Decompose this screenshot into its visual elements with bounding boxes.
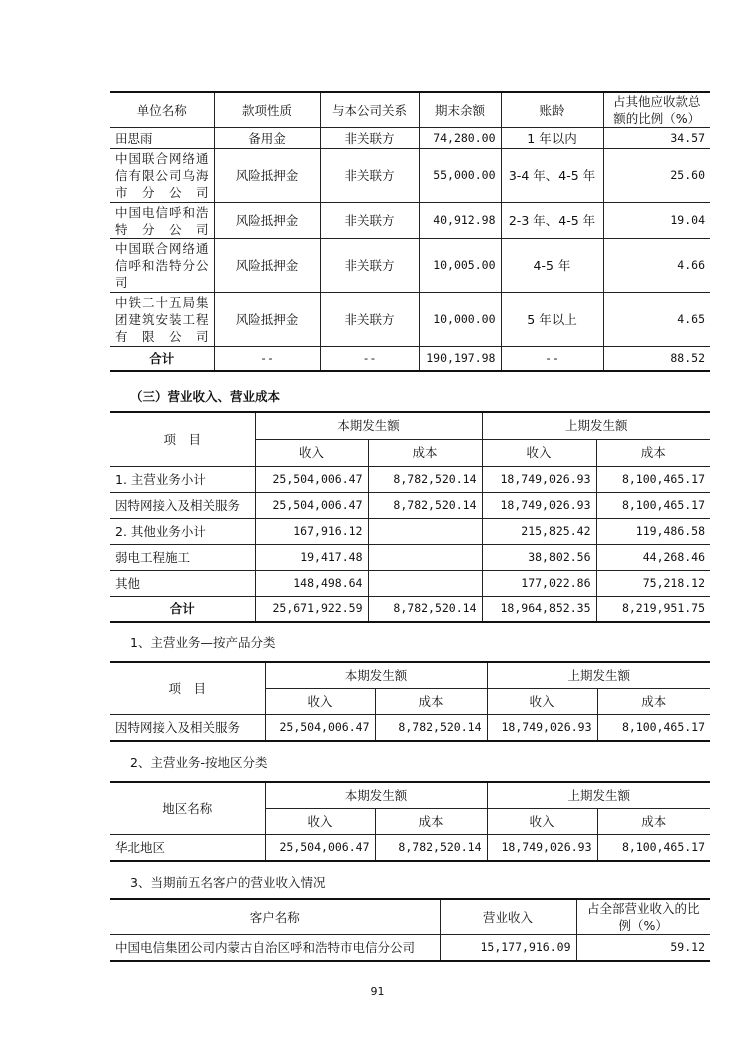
by-region-table <box>110 781 710 862</box>
nature: 风险抵押金 <box>214 239 320 293</box>
current-income: 25,504,006.47 <box>255 492 368 518</box>
balance: 10,000.00 <box>419 293 501 347</box>
table-header-row <box>110 662 710 688</box>
item: 2. 其他业务小计 <box>110 518 255 544</box>
table-row <box>110 203 710 239</box>
current-cost <box>368 544 482 570</box>
by-product-table <box>110 661 710 742</box>
ratio: 4.66 <box>603 239 710 293</box>
table-row <box>110 239 710 293</box>
current-cost <box>368 518 482 544</box>
previous-income: 18,749,026.93 <box>487 714 597 741</box>
col-header-cost: 成本 <box>368 439 482 466</box>
col-header-previous: 上期发生额 <box>487 662 710 688</box>
col-header-previous: 上期发生额 <box>482 412 710 439</box>
col-header-income: 收入 <box>482 439 596 466</box>
col-header-cost: 成本 <box>375 808 487 834</box>
col-header-item: 项 目 <box>110 662 265 714</box>
col-header-income: 收入 <box>265 808 375 834</box>
ratio: 25.60 <box>603 149 710 203</box>
current-income: 25,671,922.59 <box>255 596 368 622</box>
total-row <box>110 347 710 371</box>
total-label: 合计 <box>110 347 214 371</box>
relation: 非关联方 <box>320 149 419 203</box>
col-header-income: 收入 <box>255 439 368 466</box>
previous-income: 18,749,026.93 <box>487 834 597 861</box>
region: 华北地区 <box>110 834 265 861</box>
col-header-income: 收入 <box>487 808 597 834</box>
col-header-unit: 单位名称 <box>110 92 214 128</box>
current-cost: 8,782,520.14 <box>375 714 487 741</box>
unit-name: 中国联合网络通信呼和浩特分公司 <box>110 239 214 293</box>
item: 1. 主营业务小计 <box>110 466 255 492</box>
col-header-income: 收入 <box>265 688 375 714</box>
unit-name: 中国电信呼和浩特分公司 <box>110 203 214 239</box>
previous-cost: 8,100,465.17 <box>596 492 710 518</box>
age: 4-5 年 <box>501 239 603 293</box>
table-row <box>110 128 710 149</box>
item: 其他 <box>110 570 255 596</box>
section-heading-revenue-cost: （三）营业收入、营业成本 <box>130 389 281 404</box>
table-header-row <box>110 782 710 808</box>
col-header-item: 项 目 <box>110 412 255 466</box>
item: 因特网接入及相关服务 <box>110 714 265 741</box>
previous-cost: 8,100,465.17 <box>597 714 710 741</box>
nature: 风险抵押金 <box>214 293 320 347</box>
age: 5 年以上 <box>501 293 603 347</box>
table-row <box>110 518 710 544</box>
current-income: 25,504,006.47 <box>265 834 375 861</box>
unit-name: 田思雨 <box>110 128 214 149</box>
previous-income: 18,964,852.35 <box>482 596 596 622</box>
revenue: 15,177,916.09 <box>440 935 576 961</box>
table-row <box>110 834 710 861</box>
customer-name: 中国电信集团公司内蒙古自治区呼和浩特市电信分公司 <box>110 935 440 961</box>
age: 1 年以内 <box>501 128 603 149</box>
col-header-current: 本期发生额 <box>265 662 487 688</box>
previous-income: 177,022.86 <box>482 570 596 596</box>
relation: 非关联方 <box>320 293 419 347</box>
balance: 40,912.98 <box>419 203 501 239</box>
item: 因特网接入及相关服务 <box>110 492 255 518</box>
table-row <box>110 466 710 492</box>
col-header-cost: 成本 <box>597 808 710 834</box>
table-row <box>110 293 710 347</box>
previous-income: 215,825.42 <box>482 518 596 544</box>
col-header-ratio: 占全部营业收入的比例（%） <box>576 899 710 935</box>
ratio: 59.12 <box>576 935 710 961</box>
current-income: 148,498.64 <box>255 570 368 596</box>
section-heading-top-customers: 3、当期前五名客户的营业收入情况 <box>130 875 326 890</box>
other-receivables-table <box>110 91 710 372</box>
nature: 风险抵押金 <box>214 149 320 203</box>
age: 3-4 年、4-5 年 <box>501 149 603 203</box>
revenue-cost-table <box>110 411 710 623</box>
balance: 190,197.98 <box>419 347 501 371</box>
col-header-nature: 款项性质 <box>214 92 320 128</box>
col-header-age: 账龄 <box>501 92 603 128</box>
previous-cost: 119,486.58 <box>596 518 710 544</box>
ratio: 34.57 <box>603 128 710 149</box>
balance: 10,005.00 <box>419 239 501 293</box>
col-header-relation: 与本公司关系 <box>320 92 419 128</box>
section-heading-by-product: 1、主营业务—按产品分类 <box>130 635 276 650</box>
table-row <box>110 570 710 596</box>
page-number: 91 <box>370 985 385 998</box>
previous-income: 18,749,026.93 <box>482 466 596 492</box>
balance: 74,280.00 <box>419 128 501 149</box>
ratio: 88.52 <box>603 347 710 371</box>
nature: -- <box>214 347 320 371</box>
current-cost: 8,782,520.14 <box>368 466 482 492</box>
table-header-row <box>110 412 710 439</box>
previous-income: 18,749,026.93 <box>482 492 596 518</box>
col-header-customer: 客户名称 <box>110 899 440 935</box>
age: 2-3 年、4-5 年 <box>501 203 603 239</box>
previous-cost: 75,218.12 <box>596 570 710 596</box>
current-income: 19,417.48 <box>255 544 368 570</box>
col-header-revenue: 营业收入 <box>440 899 576 935</box>
previous-cost: 44,268.46 <box>596 544 710 570</box>
current-cost: 8,782,520.14 <box>368 492 482 518</box>
top-customers-table <box>110 898 710 962</box>
table-row <box>110 492 710 518</box>
previous-cost: 8,100,465.17 <box>596 466 710 492</box>
col-header-income: 收入 <box>487 688 597 714</box>
previous-cost: 8,219,951.75 <box>596 596 710 622</box>
current-income: 25,504,006.47 <box>265 714 375 741</box>
nature: 风险抵押金 <box>214 203 320 239</box>
col-header-balance: 期末余额 <box>419 92 501 128</box>
table-row <box>110 544 710 570</box>
current-cost <box>368 570 482 596</box>
total-label: 合计 <box>110 596 255 622</box>
item: 弱电工程施工 <box>110 544 255 570</box>
section-heading-by-region: 2、主营业务-按地区分类 <box>130 755 268 770</box>
unit-name: 中国联合网络通信有限公司乌海市分公司 <box>110 149 214 203</box>
relation: 非关联方 <box>320 128 419 149</box>
ratio: 4.65 <box>603 293 710 347</box>
table-header-row <box>110 899 710 935</box>
table-row <box>110 714 710 741</box>
previous-income: 38,802.56 <box>482 544 596 570</box>
table-row <box>110 149 710 203</box>
previous-cost: 8,100,465.17 <box>597 834 710 861</box>
current-income: 25,504,006.47 <box>255 466 368 492</box>
table-row <box>110 935 710 961</box>
col-header-region: 地区名称 <box>110 782 265 834</box>
col-header-ratio: 占其他应收款总额的比例（%） <box>603 92 710 128</box>
relation: 非关联方 <box>320 203 419 239</box>
age: -- <box>501 347 603 371</box>
current-cost: 8,782,520.14 <box>375 834 487 861</box>
current-cost: 8,782,520.14 <box>368 596 482 622</box>
relation: 非关联方 <box>320 239 419 293</box>
nature: 备用金 <box>214 128 320 149</box>
col-header-current: 本期发生额 <box>265 782 487 808</box>
col-header-cost: 成本 <box>597 688 710 714</box>
total-row <box>110 596 710 622</box>
balance: 55,000.00 <box>419 149 501 203</box>
relation: -- <box>320 347 419 371</box>
col-header-current: 本期发生额 <box>255 412 482 439</box>
col-header-cost: 成本 <box>596 439 710 466</box>
ratio: 19.04 <box>603 203 710 239</box>
current-income: 167,916.12 <box>255 518 368 544</box>
col-header-cost: 成本 <box>375 688 487 714</box>
col-header-previous: 上期发生额 <box>487 782 710 808</box>
table-header-row <box>110 92 710 128</box>
unit-name: 中铁二十五局集团建筑安装工程有限公司 <box>110 293 214 347</box>
